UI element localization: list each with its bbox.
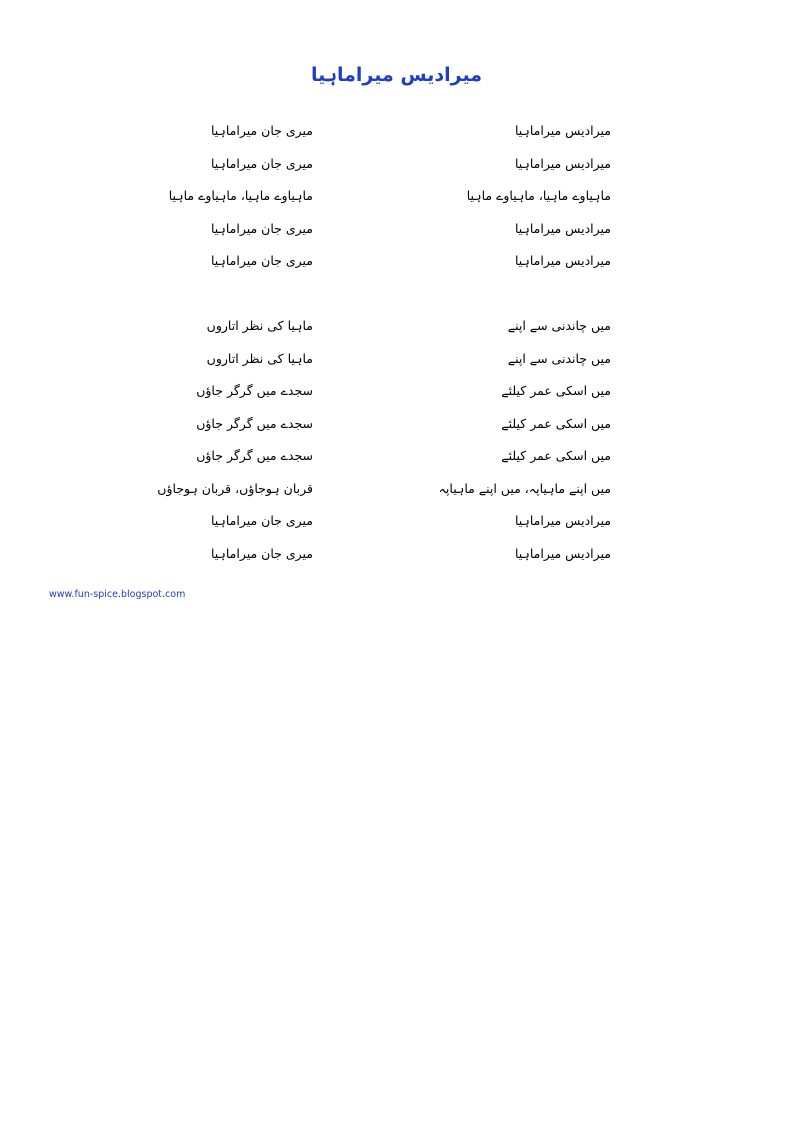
- lyric-line: [0, 445, 793, 478]
- lyric-left-half: میرادیس میراماہیا: [514, 220, 611, 236]
- stanza-chorus: [0, 120, 793, 283]
- lyric-left-half: میرادیس میراماہیا: [514, 513, 611, 528]
- lyric-left-half: ماہیاوے ماہیا، ماہیاوے ماہیا: [466, 188, 611, 203]
- lyric-left-half: میں اسکی عمر کیلئے: [501, 415, 611, 431]
- lyric-line: [0, 120, 793, 153]
- lyric-right-half: میری جان میراماہیا: [210, 155, 313, 171]
- lyric-line: [0, 153, 793, 186]
- footer-website-link[interactable]: www.fun-spice.blogspot.com: [49, 589, 186, 600]
- lyric-left-half: میرادیس میراماہیا: [514, 155, 611, 171]
- lyric-right-half: قربان ہوجاؤں، قربان ہوجاؤں: [157, 480, 313, 496]
- lyric-right-half: میری جان میراماہیا: [210, 220, 313, 236]
- lyric-line: [0, 315, 793, 348]
- lyric-right-half: میری جان میراماہیا: [210, 545, 313, 561]
- lyric-right-half: ماہیاوے ماہیا، ماہیاوے ماہیا: [168, 188, 313, 203]
- lyric-line: [0, 185, 793, 218]
- lyric-left-half: میں اسکی عمر کیلئے: [501, 448, 611, 463]
- lyric-line: [0, 510, 793, 543]
- lyric-right-half: میری جان میراماہیا: [210, 253, 313, 268]
- lyric-left-half: میں چاندنی سے اپنے: [507, 350, 611, 366]
- lyric-line: [0, 348, 793, 381]
- lyric-line: [0, 478, 793, 511]
- lyric-left-half: میرادیس میراماہیا: [514, 253, 611, 268]
- lyric-line: [0, 413, 793, 446]
- lyric-left-half: میرادیس میراماہیا: [514, 545, 611, 561]
- stanza-verse: [0, 315, 793, 575]
- lyric-right-half: میری جان میراماہیا: [210, 513, 313, 528]
- lyric-left-half: میں چاندنی سے اپنے: [507, 318, 611, 333]
- lyric-right-half: ماہیا کی نظر اتاروں: [206, 350, 313, 366]
- lyric-line: [0, 380, 793, 413]
- lyric-right-half: ماہیا کی نظر اتاروں: [206, 318, 313, 333]
- lyric-right-half: سجدے میں گرگر جاؤں: [196, 415, 313, 431]
- lyric-line: [0, 250, 793, 283]
- lyric-left-half: میں اپنے ماہیاپہ، میں اپنے ماہیاپہ: [438, 480, 611, 496]
- lyric-right-half: سجدے میں گرگر جاؤں: [196, 383, 313, 398]
- page-title: میرادیس میراماہیا: [311, 64, 482, 86]
- lyric-right-half: میری جان میراماہیا: [210, 123, 313, 138]
- lyric-left-half: میں اسکی عمر کیلئے: [501, 383, 611, 398]
- lyric-right-half: سجدے میں گرگر جاؤں: [196, 448, 313, 463]
- lyric-line: [0, 543, 793, 576]
- lyric-line: [0, 218, 793, 251]
- lyric-left-half: میرادیس میراماہیا: [514, 123, 611, 138]
